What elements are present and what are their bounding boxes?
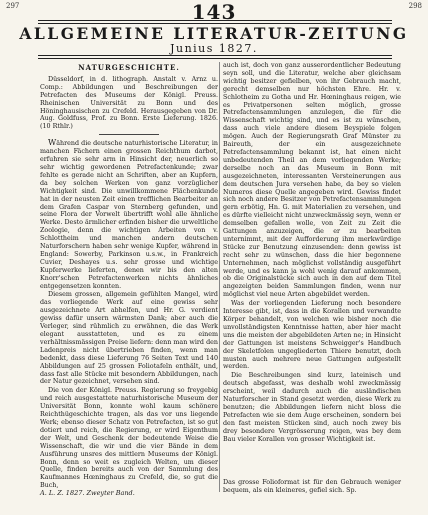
page-number: 143: [191, 0, 237, 24]
paragraph: Was der vorliegenden Lieferung noch besondere Interesse gibt, ist, dass in die Korallen und verwandte Körper behandelt, von welchen wie bisher noch die unvollständigsten Kenntnisse hatten, aber hier macht uns die meisten der abgebildeten Arten ne; in Hinsicht der Gattungen ist meistens Schweigger's Handbuch der Skeletfolen ungegliederten Thiere benutzt, doch musten auch mehrere neue Gattungen aufgestellt werden.: [223, 300, 401, 371]
section-heading: NATURGESCHICHTE.: [78, 63, 180, 72]
paragraph: auch ist, doch von ganz ausserordentlicher Bedeutung seyn soll, und die Literatur, welche aber gleichsam wichtig besitzer gefielben, von ihr Gebrauch macht, gerecht demselben nur höchsten Ehre. Hr. v. Schlotheim zu Gotha und Hr. Hœninghaus reigen, wie es Privatpersonen selten möglich, grosse Petrefactensammlungen anzulegen, die für die Wissenschaft wichtig sind, und es ist zu wünschen, dass auch viele andere diesem Beyspiele folgen mögen. Auch der Regierungsrath Graf Münster zu Baireuth, der ein ausgezeichnete Petrefactensammlung bekannt ist, hat einen nicht unbedeutenden Theil an dem vorliegenden Werke; derselbe noch an das Museum in Bonn mit ausgezeichneten, interessanten Versteinerungen aus dem deutschen Jura versehen habe, da bey so vielen Numeros diese Quelle angegeben wird. Gewiss findet sich noch andere Besitzer von Petrefactensammlungen gern erbötig, Hn. G. mit Materialien zu versehen, und es dürfte vielleicht nicht unzweckmässig seyn, wenn er demselben gefallen wolle, von Zeit zu Zeit die Gattungen anzuzeigen, die er zu bearbeiten unternimmt, mit der Aufforderung ihm merkwürdige Stücke zur Benutzung einzusenden: denn gewiss ist recht sehr zu wünschen, dass die hier begonnene Unternehmen, nach möglichst vollständig ausgeführt werde, und es kann ja wohl wenig darauf ankommen, ob die Originalstücke sich auch in den auf dem Titel angezeigten beiden Sammlungen finden, wenn nur möglichst viel neue Arten abgebildet werden.: [223, 62, 401, 299]
stamp-right: 298: [408, 2, 422, 10]
left-column: [40, 62, 218, 500]
top-rule: [38, 20, 392, 21]
right-column: [223, 62, 401, 477]
stamp-left: 297: [6, 2, 20, 10]
journal-title: ALLGEMEINE LITERATUR-ZEITUNG: [19, 24, 409, 43]
paragraph: Während die deutsche naturhistorische Literatur, in manchen Fächern einen grossen Reichthum darbot, erfuhren sie sehr arm in Hinsicht der, neuerlich so sehr wichtig gewordenen Petrefactenkunde; zwar fehlte es gerade nicht an Schriften, aber an Kupfern, da bey solchen Werken von ganz vorzüglicher Wichtigkeit sind. Die unwillkommene Flächenkunde hat in der neusten Zeit einen trefflichen Bearbeiter an dem Grafen Caspar von Sternberg gefunden, und seine Flora der Vorwelt übertrifft wohl alle ähnliche Werke. Desto ärmlicher erfinden bisher die urweltliche Zoologie, denn die wichtigen Arbeiten von v. Schlottheim und manchen andern deutschen Naturforschern haben sehr wenige Kupfer, während in England: Sowerby, Parkinson u.s.w., in Frankreich Cuvier, Deshayes u.s. sehr grosse und wichtige Kupferwerke lieferten, denen wir bis den alten Knorr'schen Petrefactenwerken nichts ähnliches entgegensetzen konnten.: [40, 138, 218, 290]
paragraph: Diesem grossen, allgemein gefühlten Mangel, wird das vorliegende Werk auf eine gewiss sehr ausgezeichnete Art abhelfen, und Hr. G. verdient gewiss dafür unsern wärmsten Dank; aber auch die Verleger, sind rühmlich zu erwähnen, die das Werk elegant ausstatteten, und es zu einem verhältnissmässigen Preise liefern: denn man wird den Ladenpreis nicht übertrieben finden, wenn man bedenkt, dass diese Lieferung 76 Seiten Text und 140 Abbildungen auf 25 grossen Foliotafeln enthält, und, dass fast alle Stücke mit besondern Abbildungen, nach der Natur gezeichnet, versehen sind.: [40, 291, 218, 386]
separator-rule: [99, 134, 159, 135]
column-divider: [219, 62, 220, 492]
footnote-text: Das grosse Folioformat ist für den Gebrauch weniger bequem, als ein kleineres, gefiel sich. Sp.: [223, 479, 401, 494]
issue-date: Junius 1827.: [170, 42, 258, 55]
paragraph: Die Beschreibungen sind kurz, lateinisch und deutsch abgefasst, was deshalb wohl zweckmässig erscheint, weil dadurch auch die ausländischen Naturforscher in Stand gesetzt werden, diese Werk zu benutzen; die Abbildungen liefern nicht bloss die Petrefacten wie sie dem Auge erscheinen, sondern bei den fast meisten Stücken sind, auch noch zwey bis drey besondere Vergrösserung reigen, was bey dem Bau vieler Korallen von grosser Wichtigkeit ist.: [223, 372, 401, 443]
signature-line: A. L. Z. 1827. Zweyter Band.: [40, 489, 135, 497]
header-bottom-rule-double: [38, 58, 392, 59]
header-bottom-rule: [38, 55, 392, 56]
bibliographic-entry: Düsseldorf, in d. lithograph. Anstalt v. Arnz u. Comp.: Abbildungen und Beschreibungen der Petrefacten des Museums der Königl. Preuss. Rheinischen Universität zu Bonn und des Höninghausischen zu Crefeld. Herausgegeben von Dr. Aug. Goldfuss, Prof. zu Bonn. Erste Lieferung. 1826. (10 Rthlr.): [40, 75, 218, 131]
footnote: [223, 479, 401, 495]
paragraph: Die von der Königl. Preuss. Regierung so freygebig und reich ausgestattete naturhistorische Museum der Universität Bonn, konnte wohl kaum schönere Reichthügeschichte tragen, als das vor uns liegende Werk; ebenso dieser Schatz von Petrefacten, ist so gut dotiert und reich, die Regierung, er wird Eigenthum der Welt, und Geschenk der bedeutende Weise die Wissenschaft, die wir und die vier Bände in dem Ausführung unsres des mittlern Museums der Königl. Bonn, denn so weit es zugleich Welten, um dieser Quelle, finden bereits auch von der Sammlung des Kaufmannes Hœninghaus zu Crefeld, die, so gut die Buch,: [40, 387, 218, 490]
